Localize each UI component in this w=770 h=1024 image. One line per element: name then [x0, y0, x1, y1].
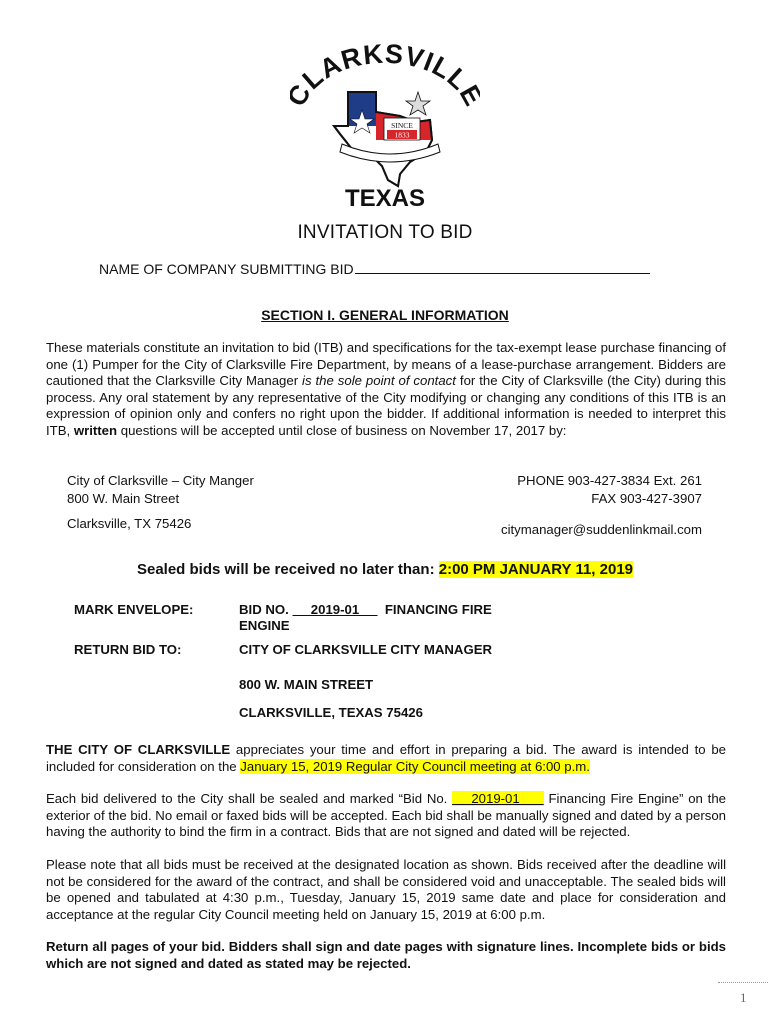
delivery-paragraph [46, 791, 726, 841]
appreciation-text: appreciates your time and effort in preparing a bid. The award is intended to be included for consideration on the [46, 742, 727, 774]
logo-state-text: TEXAS [344, 185, 426, 210]
company-name-field [99, 260, 650, 277]
intro-bold: written [73, 422, 118, 438]
mark-envelope-value [239, 602, 492, 634]
contact-name: City of Clarksville – City Manger [67, 473, 254, 488]
page-number: 1 [740, 990, 747, 1005]
clarksville-texas-logo [290, 40, 480, 210]
contact-email[interactable]: citymanager@suddenlinkmail.com [500, 522, 702, 537]
intro-text-2: for the City of Clarksville (the City) during this process. Any oral statement by any representative of the City modifying or changing any conditions of this ITB is an expression of opinion only and confers no right upon the bidder. If additional information is needed to interpret this ITB, [46, 373, 726, 438]
return-street: 800 W. MAIN STREET [239, 677, 374, 692]
deadline-note-paragraph: Please note that all bids must be received at the designated location as shown. Bids received after the deadline will not be considered for the award of the contract, and shall be considered void and unacceptable. The sealed bids will be opened and tabulated at 4:30 p.m., Tuesday, January 15, 2019 same date and place for consideration and acceptance at the regular City Council meeting held on January 15, 2019 at 6:00 p.m. [46, 857, 726, 922]
sealed-deadline-highlight: 2:00 PM JANUARY 11, 2019 [438, 561, 634, 578]
logo-arc-text: LARKSVILL [296, 40, 475, 97]
intro-paragraph [46, 340, 726, 439]
appreciation-paragraph [46, 742, 726, 775]
contact-city: Clarksville, TX 75426 [67, 516, 192, 531]
return-bid-label: RETURN BID TO: [74, 642, 182, 657]
star-icon [406, 92, 430, 115]
contact-street: 800 W. Main Street [67, 491, 180, 506]
city-seal-logo [290, 40, 480, 210]
bid-suffix-2: ENGINE [239, 618, 290, 633]
footer-divider [718, 982, 768, 983]
mark-envelope-label: MARK ENVELOPE: [74, 602, 194, 617]
sealed-bids-deadline [0, 561, 770, 578]
appreciation-bold: THE CITY OF CLARKSVILLE [46, 742, 231, 757]
bid-number: 2019-01 [292, 602, 378, 617]
intro-italic: is the sole point of contact [302, 373, 456, 388]
intro-text-3: questions will be accepted until close of business on November 17, 2017 by: [117, 422, 567, 438]
contact-fax: FAX 903-427-3907 [591, 491, 702, 506]
delivery-text-2: Financing Fire Engine” on the exterior of the bid. No email or faxed bids will be accepted. Each bid shall be manually signed and dated by a person having the authority to bind the firm in a contract. Bids that are not signed and dated will be rejected. [46, 791, 727, 839]
sealed-text: Sealed bids will be received no later than: [136, 561, 439, 578]
bid-prefix: BID NO. [239, 602, 293, 617]
company-name-blank-line[interactable] [355, 260, 650, 274]
logo-year-text: 1833 [394, 130, 410, 140]
intro-text-1: These materials constitute an invitation to bid (ITB) and specifications for the tax-exempt lease purchase financing of one (1) Pumper for the City of Clarksville Fire Department, by means of a lease-purchase arrangement. Bidders are cautioned that the Clarksville City Manager [46, 340, 726, 388]
council-meeting-highlight: January 15, 2019 Regular City Council meeting at 6:00 p.m. [240, 758, 590, 774]
document-title: INVITATION TO BID [297, 222, 473, 243]
closing-paragraph: Return all pages of your bid. Bidders shall sign and date pages with signature lines. Incomplete bids or bids which are not signed and dated as stated may be rejected. [46, 939, 726, 971]
contact-phone: PHONE 903-427-3834 Ext. 261 [517, 473, 702, 488]
delivery-text-1: Each bid delivered to the City shall be sealed and marked “Bid No. [46, 791, 453, 806]
section-heading: SECTION I. GENERAL INFORMATION [261, 307, 509, 323]
bid-suffix: FINANCING FIRE [377, 602, 492, 617]
company-name-label: NAME OF COMPANY SUBMITTING BID [99, 261, 354, 277]
delivery-bid-number: 2019-01 [452, 791, 544, 806]
logo-since-text: SINCE [391, 121, 413, 130]
return-name: CITY OF CLARKSVILLE CITY MANAGER [239, 642, 493, 657]
return-city: CLARKSVILLE, TEXAS 75426 [239, 705, 423, 720]
